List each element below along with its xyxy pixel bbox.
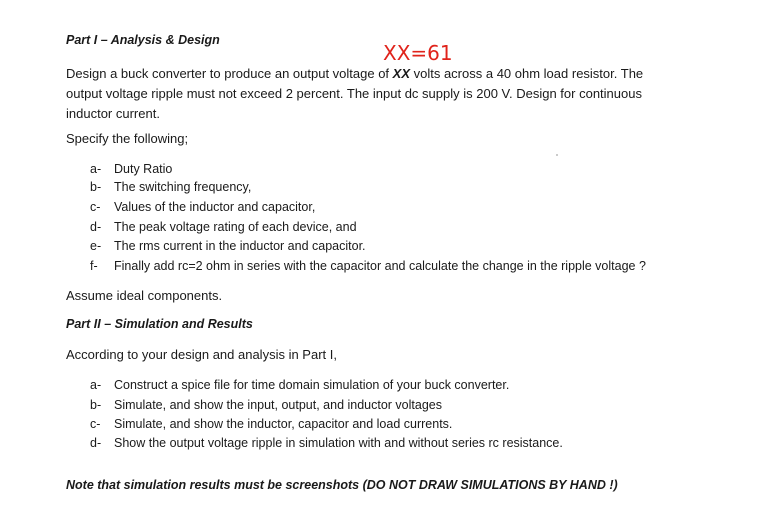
note-text: Note that simulation results must be screenshots (DO NOT DRAW SIMULATIONS BY HAND !) xyxy=(66,478,618,492)
item-text: Simulate, and show the input, output, and inductor voltages xyxy=(114,398,442,412)
item-marker: b- xyxy=(90,180,102,194)
item-text: Construct a spice file for time domain simulation of your buck converter. xyxy=(114,378,510,392)
stray-dot xyxy=(556,154,558,156)
list-item xyxy=(90,257,646,275)
list-item xyxy=(90,396,442,414)
paragraph-line-2: output voltage ripple must not exceed 2 percent. The input dc supply is 200 V. Design for continuous xyxy=(66,86,642,101)
item-text: Simulate, and show the inductor, capacitor and load currents. xyxy=(114,417,453,431)
part2-intro: According to your design and analysis in Part I, xyxy=(66,347,337,362)
item-marker: c- xyxy=(90,200,101,214)
item-marker: a- xyxy=(90,378,102,392)
item-marker: e- xyxy=(90,239,102,253)
list-item xyxy=(90,218,357,236)
list-item xyxy=(90,160,172,178)
list-item xyxy=(90,178,251,196)
xx-value-label: XX=61 xyxy=(383,41,453,65)
part2-heading: Part II – Simulation and Results xyxy=(66,317,253,331)
list-item xyxy=(90,237,366,255)
list-item xyxy=(90,434,563,452)
item-text: Finally add rc=2 ohm in series with the capacitor and calculate the change in the ripple voltage ? xyxy=(114,259,646,273)
paragraph-line-1-a: Design a buck converter to produce an output voltage of xyxy=(66,66,393,81)
design-paragraph xyxy=(66,64,643,124)
item-text: Values of the inductor and capacitor, xyxy=(114,200,316,214)
item-text: The switching frequency, xyxy=(114,180,252,194)
assume-text: Assume ideal components. xyxy=(66,288,223,303)
item-marker: d- xyxy=(90,436,102,450)
paragraph-line-1 xyxy=(66,64,643,84)
item-marker: a- xyxy=(90,162,102,176)
list-item xyxy=(90,198,315,216)
xx-emphasis: XX xyxy=(392,66,410,81)
item-text: Show the output voltage ripple in simulation with and without series rc resistance. xyxy=(114,436,563,450)
list-item xyxy=(90,415,452,433)
part1-heading: Part I – Analysis & Design xyxy=(66,33,220,47)
item-marker: b- xyxy=(90,398,102,412)
item-text: Duty Ratio xyxy=(114,162,173,176)
item-marker: f- xyxy=(90,259,98,273)
list-item xyxy=(90,376,509,394)
item-text: The peak voltage rating of each device, and xyxy=(114,220,357,234)
paragraph-line-3: inductor current. xyxy=(66,106,160,121)
item-marker: c- xyxy=(90,417,101,431)
item-marker: d- xyxy=(90,220,102,234)
paragraph-line-1-b: volts across a 40 ohm load resistor. The xyxy=(410,66,644,81)
specify-label: Specify the following; xyxy=(66,131,189,146)
item-text: The rms current in the inductor and capacitor. xyxy=(114,239,366,253)
